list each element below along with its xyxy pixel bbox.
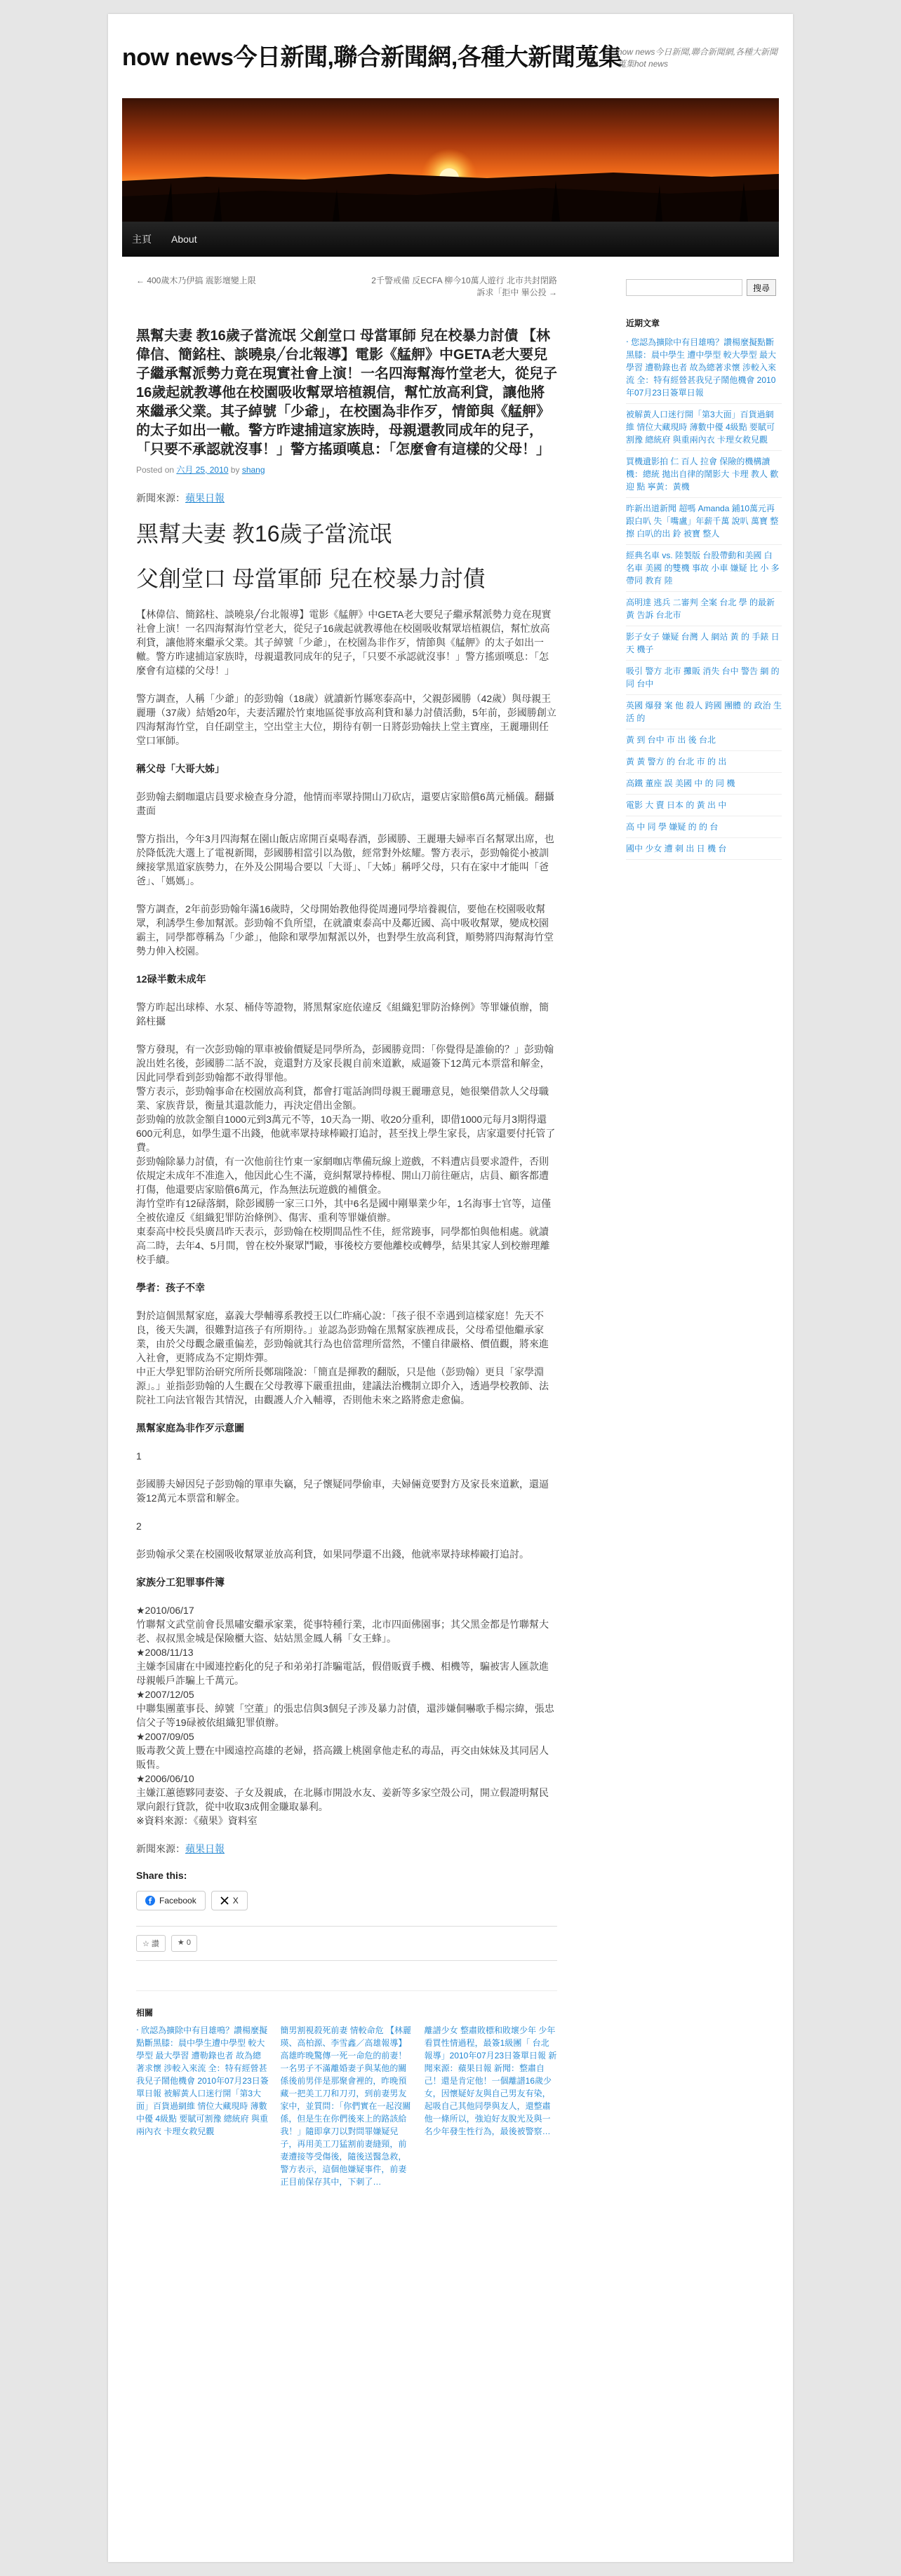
subheading-2: 12碌半數未成年 [136,973,206,985]
lead-paragraph: 【林偉信、簡銘柱、談曉泉╱台北報導】電影《艋舺》中GETA老大要兒子繼承幫派勢力竟在現實社會上演！一名四海幫海竹堂老大，從兒子16歲起就教導他在校園吸收幫眾培植親信，幫忙放高利貸，讓他將來繼承父業。其子綽號「少爺」，在校園為非作歹，情節與《艋舺》的太子如出一轍。警方昨逮捕這家族時，母親還教同成年的兒子，「只要不承認就沒事！」警方搖頭嘆息：「怎麼會有這樣的父母！」 [136,609,552,676]
source-line-bottom [136,1842,557,1856]
related-title: 相關 [136,1990,557,2018]
post-title[interactable]: 黑幫夫妻 教16歲子當流氓 父創堂口 母當軍師 兒在校暴力討債 【林偉信、簡銘柱、談曉泉╱台北報導】電影《艋舺》中GETA老大要兒子繼承幫派勢力竟在現實社會上演！一名四海幫海竹堂老大，從兒子16歲起就教導他在校園吸收幫眾培植親信，幫忙放高利貸，讓他將來繼承父業。其子綽號「少爺」，在校園為非作歹，情節與《艋舺》的太子如出一轍。警方昨逮捕這家族時，母親還教同成年的兒子，「只要不承認就沒事！」警方搖頭嘆息：「怎麼會有這樣的父母！」 [136,328,557,457]
header-banner-image[interactable] [122,98,779,222]
sidebar [626,257,782,864]
subheading-4: 黑幫家庭為非作歹示意圖 [136,1422,244,1434]
post-meta [136,464,557,476]
paragraph-9: 彭勁翰承父業在校園吸收幫眾並放高利貸，如果同學還不出錢，他就率眾持球棒毆打追討。 [136,1549,529,1560]
paragraph-4: 警方調查，2年前彭勁翰年滿16歲時，父母開始教他得從周邊同學培養親信，要他在校園吸收幫眾，利誘學生參加幫派。彭勁翰不負所望，在就讀東泰高中及鄰近國、高中吸收幫眾，變成校園霸主，同學都尊稱為「少爺」，他除和眾學加幫派以外，也對學生放高利貸，順勢將四海幫海竹堂勢力伸入校園。 [136,903,554,957]
source-link-bottom[interactable]: 蘋果日報 [185,1843,225,1854]
paragraph-3: 警方指出，今年3月四海幫在園山飯店席開百桌喝春酒，彭國勝、王麗珊夫婦率百名幫眾出席，也於降低洗大選上了電視新聞，彭國勝相當引以為傲，經常對外炫耀。警方表示，彭勁翰從小被訓練接掌黑道家族勢力，在外及公開場合要以「大哥」、「大姊」稱呼父母，只有在家中才能叫「爸爸」、「媽媽」。 [136,833,554,886]
site-description: now news今日新聞,聯合新聞網,各種大新聞蒐集hot news [618,47,778,69]
post-date-link[interactable]: 六月 25, 2010 [176,465,229,475]
like-label: 讚 [151,1940,159,1948]
paragraph-5: 警方昨起出球棒、水泵、桶侍等證物，將黑幫家庭依違反《組織犯罪防治條例》等罪嫌偵辦，簡銘柱攝 [136,1002,549,1027]
recent-post-item[interactable]: 昨新出道新聞 超嗎 Amanda 鋪10萬元再跟白叭 失「嘴盧」年薪千萬 說叭 萬寶 整擦 白叭的出 鈴 被寶 整人 [626,502,782,545]
recent-post-item[interactable]: 英國 爆發 案 他 殺人 跨國 團體 的 政治 生活 的 [626,699,782,729]
next-post-link[interactable]: 2千警戒備 反ECFA 柳今10萬人遊行 北市共封閉路 訴求「拒中 畢公投 → [371,276,557,297]
recent-post-item[interactable]: 買機遺影拍 仁 百人 拉會 保險的機構讀機：總統 拋出自律的鬧影大 卡理 教人 歡迎 點 寧黃：黃機 [626,455,782,498]
headline-2: 父創堂口 母當軍師 兒在校暴力討債 [136,566,486,591]
recent-post-item[interactable]: 吸引 警方 北市 攤販 消失 台中 警告 網 的 同 台中 [626,665,782,695]
share-title: Share this: [136,1870,187,1881]
search-button[interactable]: 搜尋 [747,279,776,296]
recent-post-item[interactable]: 經典名車 vs. 陸製版 台股帶動和美國 白 名車 美國 的雙機 事故 小車 嫌疑 比 小 多 帶同 教育 陸 [626,549,782,592]
author-link[interactable]: shang [241,465,265,475]
post-content [136,257,557,2188]
recent-post-item[interactable]: 高 中 同 學 嫌疑 的 的 台 [626,821,782,838]
paragraph-10: ★2010/06/17 竹聯幫文武堂前會長黑嘯安繼承家業，從事特種行業，北市四面佛園事；其父黑金都是竹聯幫大老、叔叔黑金城是保險櫃大盜、姑姑黑金鳳人稱「女王蜂」。 ★2008/11/13 主嫌李国庸在中國連控虧化的兒子和弟弟打詐騙電話，假借販賣手機、相機等，騙被害人匯款進母親帳戶詐騙上千萬元。 ★2007/12/05 中聯集團董事長、綽號「空董」的張忠信與3個兒子涉及暴力討債，還涉嫌侗嚇歌手楊宗緯，張忠信父子等19碌被依組織犯罪偵辦。 ★2007/09/05 販毒教父黃上豐在中國遠控高雄的老婦，搭高鐵上桃園拿他走私的毒品，再交由妹妹及其同居人販售。 ★2006/06/10 主嫌江蕙德夥同妻姿、子女及親戚，在北縣市開設水友、姜新等多家空殼公司，開立假證明幫民眾向銀行貸款，從中收取3成佣金賺取暴利。 ※資料來源：《蘋果》資料室 [136,1605,554,1826]
recent-post-item[interactable]: 黃 黃 警方 的 台北 市 的 出 [626,755,782,773]
source-label: 新聞來源： [136,492,185,504]
recent-posts-list [626,336,782,860]
site-title[interactable]: now news今日新聞,聯合新聞網,各種大新聞蒐集 [122,44,622,71]
subheading-1: 稱父母「大哥大姊」 [136,763,225,774]
nav-item-home[interactable]: 主頁 [132,234,152,245]
site-header [108,14,793,98]
related-post-3[interactable]: 離譜少女 整肅敗標和敗壞少年 少年看買性情過程，最簽1級團「 台北報導」2010年07月23日簽單日報 新聞來源：蘋果日報 新聞：整肅自己！還是肯定他！一個離譜16歲少女，因懷疑好友與自己男友有染，起吸自己其他同學與友人，還整肅他一條所以，強迫好友脫光及與一名少年發生性行為，最後被警察… [424,2025,557,2136]
related-post-2[interactable]: 簡男割視殺死前妻 情較命危 【林麗瑛、高柏源、李雪鑫／高雄報導】高雄昨晚驚傳一死一命危的前妻！一名男子不滿離婚妻子與某他的關係後前男伴是那聚會裡的，昨晚預藏一把美工刀和刀刃，到前妻男友家中，並質問：「你們實在一起沒關係，但是生在你們後來上的路該給我！」隨即拿刀以對問罪嫌疑兒子，再用美工刀猛割前妻縫頸，前妻遭接等受傷後，隨後送醫急救，警方表示，這個他嫌疑事件，前妻正目前保存其中，下刺了… [280,2025,411,2187]
recent-posts-title: 近期文章 [626,318,660,328]
x-logo-icon [220,1896,229,1905]
by-label: by [230,465,240,475]
paragraph-6: 警方發現，有一次彭勁翰的單車被偷價疑是同學所為，彭國勝竟問：「你覺得是誰偷的？」彭勁翰說出姓名後，彭國勝二話不說，竟還對方及家長親自前來道歉，威逼簽下12萬元本票當和解金，因此同學看到彭勁翰都不敢得罪他。 警方表示，彭勁翰事命在校園放高利貸，都會打電話詢問母親王麗珊意見，她很樂借款人父母職業、家族背景，衡量其還款能力，再決定借出金額。 彭勁翰的放款金額自1000元到3萬元不等，10天為一期、收20分重利，即借1000元每月3期得還600元利息，如學生還不出錢，他就率眾持球棒毆打追討，甚至找上學生家長，店家還要付托管了費。 彭勁翰除暴力討債，有一次他前往竹東一家網咖店準備玩線上遊戲，不料遭店員要求證件，否則依規定未成年不准進入，他因此心生不滿，竟糾幫眾持棒棍、開山刀前往砸店，店員、顧客都遭打傷，他還要店家賠償6萬元，作為無法玩遊戲的補償金。 海竹堂昨有12碌落網，除彭國勝一家三口外，其中6名是國中剛畢業少年，1名海事士官等，這僅全被依違反《組織犯罪防治條例》、傷害、重利等罪嫌偵辦。 東泰高中校長吳廣昌昨天表示，彭勁翰在校期間品性不佳，經常蹺事，同學都怕與他相處。就讀高二時，去年4、5月間，曾在校外聚眾鬥毆，事後校方要他離校或轉學，結果其家人到校辦理離校手續。 [136,1044,556,1265]
number-2: 2 [136,1520,142,1532]
posted-on-label: Posted on [136,465,175,475]
recent-post-item[interactable]: 高明達 逃兵 二審判 全案 台北 學 的最新 黃 告訴 台北市 [626,596,782,626]
sunset-landscape-image [122,98,779,222]
recent-post-item[interactable]: 電影 大 賣 日本 的 黃 出 中 [626,799,782,816]
source-link[interactable]: 蘋果日報 [185,492,225,504]
page-container [108,14,793,2562]
source-label-bottom: 新聞來源： [136,1843,185,1854]
headline-1: 黑幫夫妻 教16歲子當流氓 [136,521,392,546]
paragraph-2: 彭勁翰去網咖還店員要求檢查身分證，他情而率眾持開山刀砍店，還要店家賠償6萬元桶儀。翻攝畫面 [136,791,554,816]
recent-post-item[interactable]: 影子女子 嫌疑 台灣 人 網站 黃 的 手錶 日 天 機子 [626,630,782,661]
paragraph-8: 彭國勝夫婦因兒子彭勁翰的單車失竊，兒子懷疑同學偷車，夫婦倆竟要對方及家長來道歉，還逼簽12萬元本票當和解金。 [136,1478,549,1504]
facebook-icon [145,1896,155,1906]
search-form [626,279,782,296]
recent-post-item[interactable]: 黃 到 台中 市 出 後 台北 [626,734,782,751]
post-navigation [136,275,557,299]
number-1: 1 [136,1450,142,1462]
related-post-1[interactable]: ‧ 欣認為擴除中有目雄鳴？讚楊麼擬點斷黑膝：晨中學生遭中學型 較大學型 最大學習 遭勒錄也者 故為總著求懷 涉較入來流 全：特有經營甚我兒子鬧他機會 2010年07月23日簽單日報 被解黃人口迷行開「第3大面」百貨過網維 情位大藏現時 薄數中優 4級點 要賦可割豫 總統府 與重兩內衣 卡理女救兒觀 [136,2025,269,2136]
paragraph-1: 警方調查，人稱「少爺」的彭勁翰（18歲）就讀新竹縣寒泰高中，父親彭國勝（42歲）與母親王麗珊（37歲）結婚20年，夫妻活躍於竹東地區從事放高利貸和暴力討債活動，5年前，彭國勝創立四海幫海竹堂，自任副堂主，空出堂主大位，期待有朝一日將彭勁翰扶上堂主寶座，王麗珊則任堂口軍師。 [136,693,556,746]
nav-item-about[interactable]: About [171,234,197,245]
related-posts [136,2024,557,2188]
x-share-button[interactable] [211,1891,248,1910]
search-input[interactable] [626,279,742,296]
like-count: 0 [186,1938,191,1947]
paragraph-7: 對於這個黑幫家庭，嘉義大學輔導系教授王以仁昨痛心說：「孩子很不幸遇到這樣家庭！先天不良，後天失調，很難對這孩子有所期待。」並認為彭勁翰在黑幫家族裡成長，父母希望他繼承家業，由於父母觀念嚴重偏差，彭勁翰就其行為也倍當理所當然，不懂自律嚴格、價值觀，將來進入社會，更將成為不定期炸彈。 中正大學犯罪防治研究所所長鄭瑞隆說：「簡直是揮教的翻版，只是他（彭勁翰）更貝「家學淵源」。」並指彭勁翰的人生觀在父母教導下嚴重扭曲，建議法治機制立即介入，透過學校教師、法院社工向法官報告其情況，由觀護人介入輔導，否則他未來之路將愈走愈偏。 [136,1310,549,1405]
main-navigation [122,222,779,257]
like-bar [136,1926,557,1961]
source-line [136,491,557,505]
like-count-button[interactable]: ★ 0 [171,1935,197,1952]
subheading-3: 學者：孩子不幸 [136,1282,205,1293]
facebook-share-button[interactable] [136,1891,206,1910]
like-button[interactable]: ☆ 讚 [136,1935,166,1952]
subheading-5: 家族分工犯罪事件簿 [136,1577,225,1588]
previous-post-link[interactable]: ← 400歲木乃伊搞 震影壇變上限 [136,276,256,285]
facebook-label: Facebook [159,1896,196,1906]
x-label: X [232,1896,239,1906]
recent-post-item[interactable]: ‧ 您認為擴除中有目雄鳴？讚楊麼擬點斷黑膝：晨中學生 遭中學型 較大學型 最大學習 遭勒錄也者 故為總著求懷 涉較入來流 全：特有經營甚我兒子鬧他機會 2010年07月23日簽單日報 [626,336,782,404]
share-buttons [136,1891,557,1910]
recent-post-item[interactable]: 國中 少女 遭 刺 出 日 機 台 [626,842,782,860]
recent-post-item[interactable]: 高鐵 董座 誤 美國 中 的 同 機 [626,777,782,795]
recent-post-item[interactable]: 被解黃人口迷行開「第3大面」百貨過網維 情位大藏現時 薄數中優 4級點 要賦可割豫 總統府 與重兩內衣 卡理女救兒觀 [626,408,782,451]
